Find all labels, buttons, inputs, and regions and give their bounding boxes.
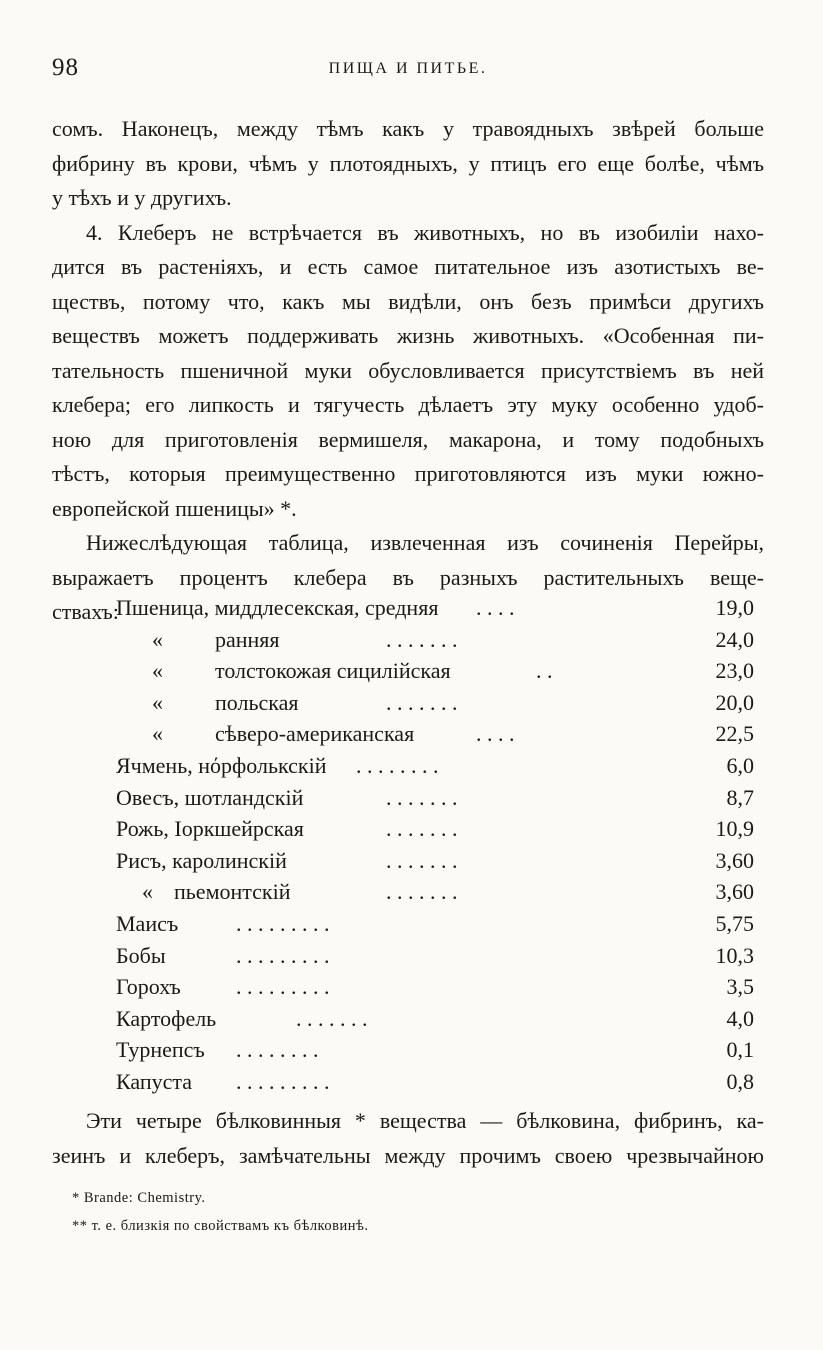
row-label: пьемонтскій [174,879,291,905]
closing-text [52,1104,764,1173]
text-line: веществъ можетъ поддерживать жизнь животныхъ. «Особенная пи- [52,323,764,348]
row-value: 0,1 [726,1037,754,1063]
leader-dots: . . . . [476,721,515,747]
row-label: Турнепсъ [116,1037,205,1063]
leader-dots: . . . . . . . . . [236,910,330,936]
ditto-mark: « [142,879,153,905]
ditto-mark: « [152,689,163,715]
table-row [52,750,764,782]
row-value: 10,3 [715,942,754,968]
row-label: Овесъ, шотландскій [116,784,304,810]
row-label: Бобы [116,942,166,968]
row-label: Капуста [116,1068,193,1094]
text-line: тѣстъ, которыя преимущественно приготовляются изъ муки южно- [52,461,764,486]
page-number: 98 [52,54,79,81]
text-line: фибрину въ крови, чѣмъ у плотоядныхъ, у птицъ его еще болѣе, чѣмъ [52,150,764,176]
row-label: Маисъ [116,910,179,936]
row-label: Горохъ [116,974,181,1000]
text-line: зеинъ и клеберъ, замѣчательны между прочимъ своею чрезвычайною [52,1142,764,1168]
page-header [52,54,764,90]
row-label: толстокожая сицилійская [215,658,451,684]
text-line: клебера; его липкость и тягучесть дѣлаетъ эту муку особенно удоб- [52,392,764,417]
row-label: Рожь, Іоркшейрская [116,816,304,842]
leader-dots: . . . . . . . [386,689,458,715]
row-value: 5,75 [715,910,754,936]
ditto-mark: « [152,658,163,684]
footnote: ** т. е. близкія по свойствамъ къ бѣлковинѣ. [72,1218,369,1234]
table-row [52,1003,764,1035]
table-row [52,687,764,719]
body-text [52,112,764,630]
text-line: Нижеслѣдующая таблица, извлеченная изъ сочиненія Перейры, [86,530,764,555]
row-value: 20,0 [715,689,754,715]
text-line: ществъ, потому что, какъ мы видѣли, онъ безъ примѣси другихъ [52,288,764,314]
text-line: дится въ растеніяхъ, и есть самое питательное изъ азотистыхъ ве- [52,254,764,279]
row-label: Пшеница, миддлесекская, средняя [116,595,439,620]
table-row [52,813,764,845]
row-label: Картофель [116,1005,217,1031]
leader-dots: . . . . . . . . [236,1037,319,1063]
table-row [52,592,764,624]
table-row [52,1066,764,1098]
row-value: 19,0 [715,595,754,620]
table-row [52,845,764,877]
leader-dots: . . . . . . . [386,626,458,652]
row-value: 22,5 [715,721,754,747]
table-row [52,718,764,750]
leader-dots: . . . . . . . [386,847,458,873]
row-label: ранняя [215,626,280,652]
table-row [52,971,764,1003]
leader-dots: . . . . . . . . . [236,942,330,968]
text-line: ствахъ: [52,599,119,624]
text-line: у тѣхъ и у другихъ. [52,185,232,210]
table-row [52,908,764,940]
leader-dots: . . . . . . . . . [236,1068,330,1094]
ditto-mark: « [152,721,163,747]
table-row [52,876,764,908]
leader-dots: . . . . . . . [386,879,458,905]
text-line: 4. Клеберъ не встрѣчается въ животныхъ, но въ изобиліи нахо- [86,219,764,245]
table-row [52,624,764,656]
row-value: 4,0 [726,1005,754,1031]
footnotes [72,1184,752,1240]
text-line: сомъ. Наконецъ, между тѣмъ какъ у травоядныхъ звѣрей больше [52,116,764,141]
running-title: ПИЩА И ПИТЬЕ. [328,60,488,77]
table-row [52,1034,764,1066]
leader-dots: . . . . . . . [296,1005,368,1031]
row-value: 3,5 [726,974,754,1000]
leader-dots: . . . . . . . [386,816,458,842]
leader-dots: . . [536,658,553,684]
text-line: европейской пшеницы» *. [52,495,297,521]
leader-dots: . . . . [476,595,515,620]
text-line: выражаетъ процентъ клебера въ разныхъ растительныхъ веще- [52,564,764,590]
row-label: Рисъ, каролинскій [116,847,287,873]
footnote: * Brande: Chemistry. [72,1190,206,1206]
row-label: польская [215,689,299,715]
row-value: 24,0 [715,626,754,652]
row-value: 8,7 [726,784,754,810]
row-value: 6,0 [726,752,754,778]
leader-dots: . . . . . . . [386,784,458,810]
table-row [52,655,764,687]
gluten-table [52,592,764,1098]
row-value: 3,60 [715,879,754,905]
ditto-mark: « [152,626,163,652]
table-row [52,940,764,972]
row-value: 10,9 [715,816,754,842]
leader-dots: . . . . . . . . [356,752,439,778]
text-line: ною для приготовленія вермишеля, макарона, и тому подобныхъ [52,426,764,452]
row-value: 23,0 [715,658,754,684]
table-row [52,782,764,814]
text-line: Эти четыре бѣлковинныя * вещества — бѣлковина, фибринъ, ка- [86,1108,764,1133]
row-value: 3,60 [715,847,754,873]
row-value: 0,8 [726,1068,754,1094]
leader-dots: . . . . . . . . . [236,974,330,1000]
row-label: Ячмень, нόрфолькскій [116,752,327,778]
row-label: сѣверо-американская [215,721,415,747]
text-line: тательность пшеничной муки обусловливается присутствіемъ въ ней [52,357,764,383]
